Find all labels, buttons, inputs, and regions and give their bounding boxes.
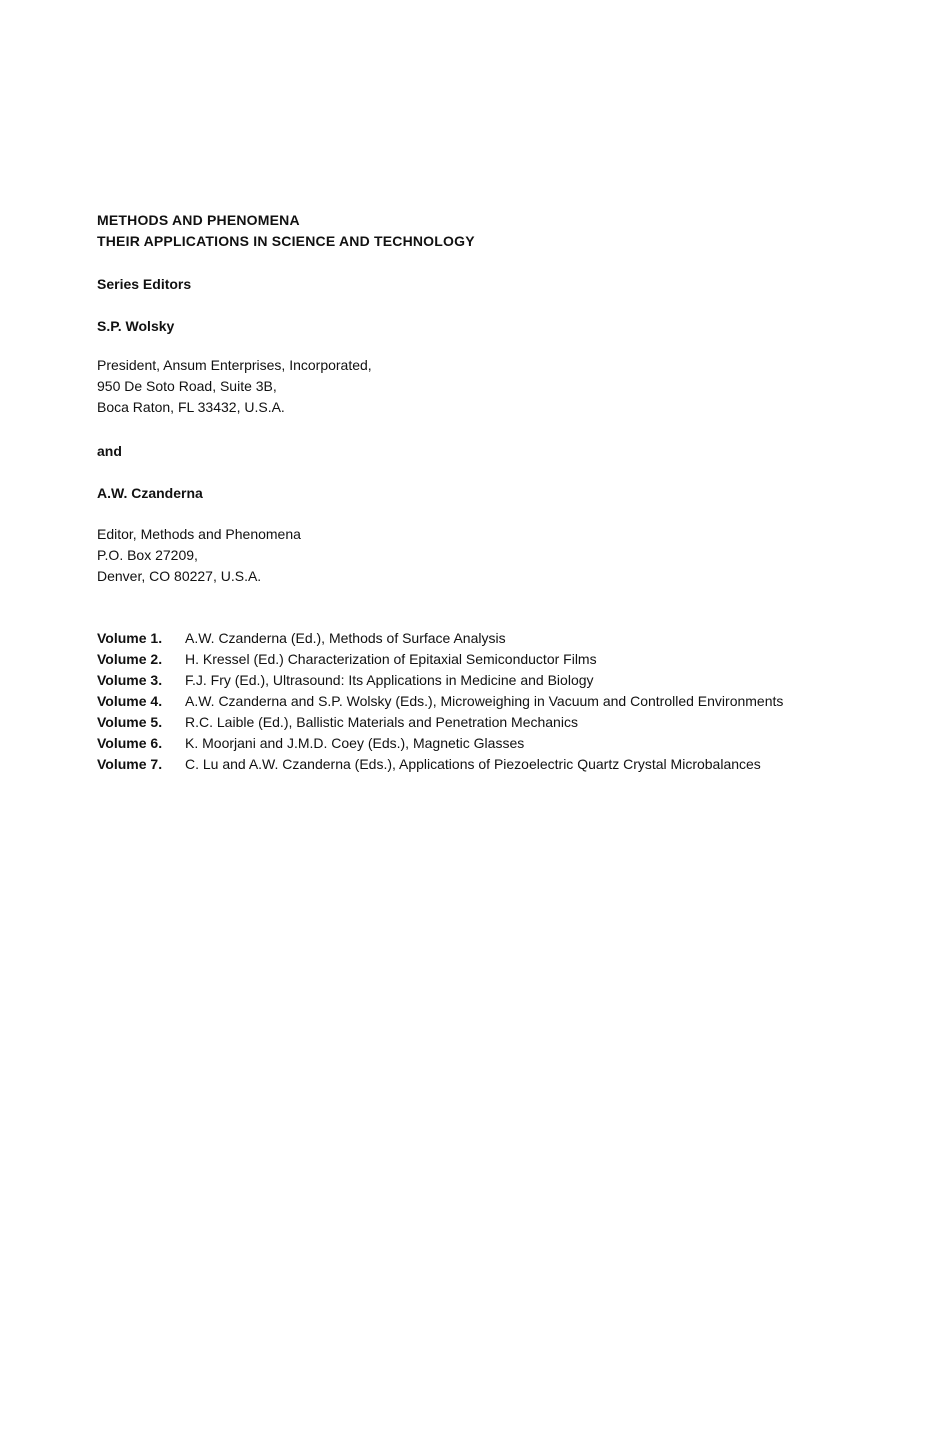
series-title-line2: THEIR APPLICATIONS IN SCIENCE AND TECHNOLOGY [97, 233, 475, 249]
volume-entry [97, 649, 797, 670]
volume-number: Volume 4. [97, 693, 163, 709]
volume-title: F.J. Fry (Ed.), Ultrasound: Its Applications in Medicine and Biology [185, 672, 594, 688]
editor1-name: S.P. Wolsky [97, 318, 175, 334]
volume-number: Volume 7. [97, 756, 163, 772]
volume-entry [97, 712, 797, 733]
series-title-line1: METHODS AND PHENOMENA [97, 212, 300, 228]
volume-number: Volume 6. [97, 735, 163, 751]
volume-title: R.C. Laible (Ed.), Ballistic Materials and Penetration Mechanics [185, 714, 578, 730]
editor2-address-line: Editor, Methods and Phenomena [97, 526, 301, 542]
volume-title: A.W. Czanderna and S.P. Wolsky (Eds.), Microweighing in Vacuum and Controlled Environments [185, 693, 784, 709]
conjunction-and: and [97, 443, 122, 459]
editor1-address-line: 950 De Soto Road, Suite 3B, [97, 378, 277, 394]
editor2-address [97, 524, 301, 587]
volume-title: K. Moorjani and J.M.D. Coey (Eds.), Magnetic Glasses [185, 735, 525, 751]
editor2-address-line: Denver, CO 80227, U.S.A. [97, 568, 262, 584]
volume-entry [97, 754, 797, 775]
series-title [97, 210, 475, 252]
volume-number: Volume 1. [97, 630, 163, 646]
volume-number: Volume 2. [97, 651, 163, 667]
series-editors-label: Series Editors [97, 276, 192, 292]
volume-entry [97, 733, 797, 754]
editor1-address-line: President, Ansum Enterprises, Incorporated, [97, 357, 372, 373]
volume-number: Volume 3. [97, 672, 163, 688]
editor2-name: A.W. Czanderna [97, 485, 203, 501]
volume-list [97, 628, 797, 775]
editor1-address-line: Boca Raton, FL 33432, U.S.A. [97, 399, 285, 415]
volume-title: C. Lu and A.W. Czanderna (Eds.), Applications of Piezoelectric Quartz Crystal Microbalances [185, 756, 761, 772]
volume-entry [97, 628, 797, 649]
editor1-address [97, 355, 372, 418]
volume-entry [97, 670, 797, 691]
volume-entry [97, 691, 797, 712]
editor2-address-line: P.O. Box 27209, [97, 547, 198, 563]
volume-title: A.W. Czanderna (Ed.), Methods of Surface Analysis [185, 630, 506, 646]
volume-number: Volume 5. [97, 714, 163, 730]
volume-title: H. Kressel (Ed.) Characterization of Epitaxial Semiconductor Films [185, 651, 597, 667]
